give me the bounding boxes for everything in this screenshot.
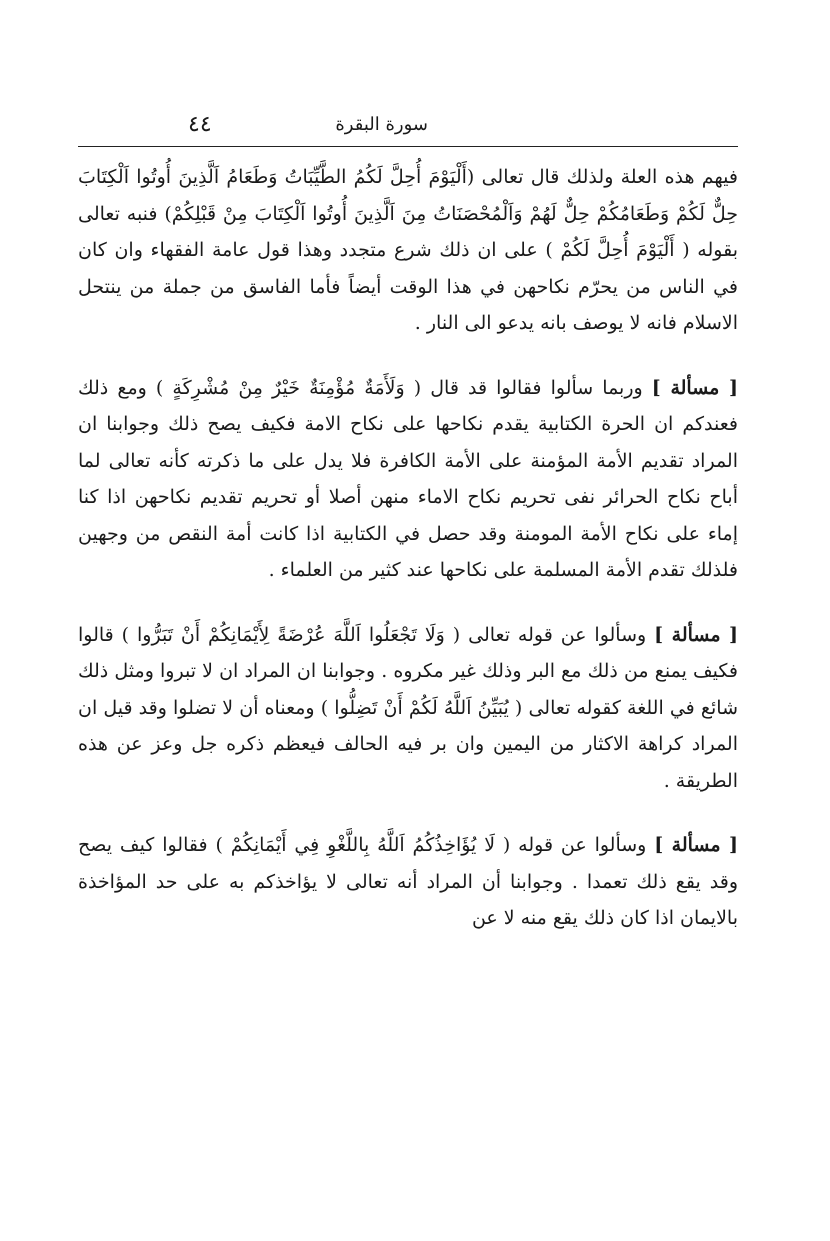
masala-label: [ مسألة ] [654,834,738,856]
masala-label: [ مسألة ] [654,623,739,646]
paragraph-text: فيهم هذه العلة ولذلك قال تعالى (أَلْيَوْمَ أُحِلَّ لَكُمُ الطَّيِّبَاتُ وَطَعَامُ اَلَّذِينَ أُوتُوا اَلْكِتَابَ حِلٌّ لَكُمْ وَطَعَامُكُمْ حِلٌّ لَهُمْ وَاَلْمُحْصَنَاتُ مِنَ اَلَّذِينَ أُوتُوا اَلْكِتَابَ مِنْ قَبْلِكُمْ) فنبه تعالى بقوله ( أَلْيَوْمَ أُحِلَّ لَكُمْ ) على ان ذلك شرع متجدد وهذا قول عامة الفقهاء وان كان في الناس من يحرّم نكاحهن في هذا الوقت أيضاً فأما الفاسق من جملة من ينتحل الاسلام فانه لا يوصف بانه يدعو الى النار . [78,166,738,334]
paragraph-text: وسألوا عن قوله تعالى ( وَلَا تَجْعَلُوا اَللَّهَ عُرْضَةً لِأَيْمَانِكُمْ أَنْ تَبَرُّوا ) قالوا فكيف يمنع من ذلك مع البر وذلك غير مكروه . وجوابنا ان المراد ان لا تبروا ومثل ذلك شائع في اللغة كقوله تعالى ( يُبَيِّنُ اَللَّهُ لَكُمْ أَنْ تَضِلُّوا ) ومعناه أن لا تضلوا وقد قيل ان المراد كراهة الاكثار من اليمين وان بر فيه الحالف فيعظم ذكره جل وعز عن هذه الطريقة . [78,623,738,792]
paragraph-masala-3 [78,827,738,937]
masala-label: [ مسألة ] [651,376,738,399]
paragraph-text: وربما سألوا فقالوا قد قال ( وَلَأَمَةٌ مُؤْمِنَةٌ خَيْرٌ مِنْ مُشْرِكَةٍ ) ومع ذلك فعندكم ان الحرة الكتابية يقدم نكاحها على نكاح الامة فكيف يصح ذلك وجوابنا ان المراد تقديم الأمة المؤمنة على الأمة الكافرة فلا يدل على ما ذكرته كأنه تعالى لما أباح نكاح الحرائر نفى تحريم نكاح الاماء منهن أصلا أو تحريم تقديم نكاحهن اذا كنا إماء على نكاح الأمة المومنة وقد حصل في الكتابية اذا كانت أمة النقص من وجهين فلذلك تقدم الأمة المسلمة على نكاحها عند كثير من العلماء . [78,376,738,581]
paragraph-intro [78,159,738,342]
surah-title: سورة البقرة [335,114,428,135]
paragraph-masala-1 [78,370,738,589]
page-number: ٤٤ [188,112,212,137]
paragraph-masala-2 [78,617,738,800]
page-header [78,110,738,147]
paragraph-text: وسألوا عن قوله ( لَا يُؤَاخِذُكُمُ اَللَّهُ بِاللَّغْوِ فِي أَيْمَانِكُمْ ) فقالوا كيف يصح وقد يقع ذلك تعمدا . وجوابنا أن المراد أنه تعالى لا يؤاخذكم به على حد المؤاخذة بالايمان اذا كان ذلك يقع منه لا عن [78,834,738,929]
